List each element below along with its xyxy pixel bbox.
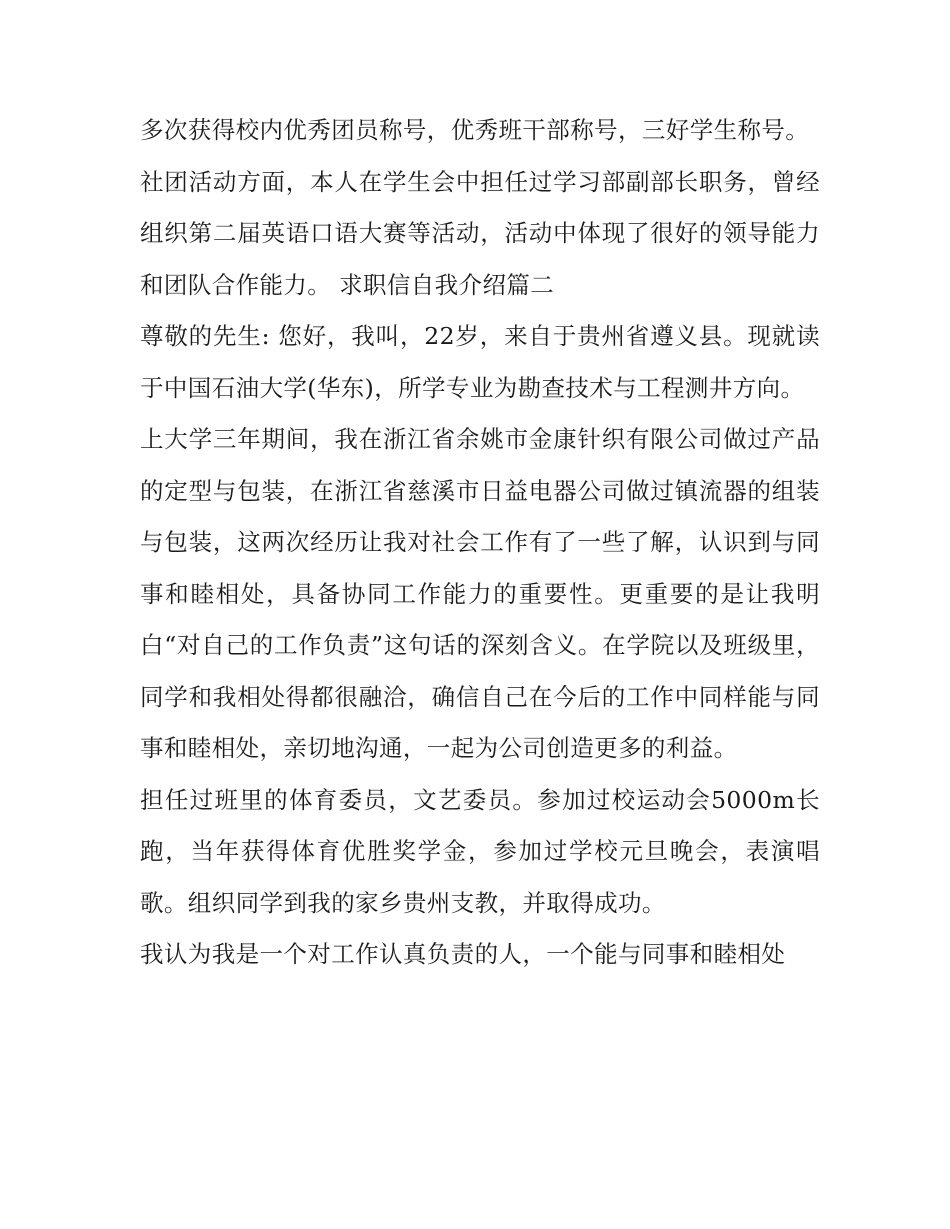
paragraph-extracurricular: 担任过班里的体育委员，文艺委员。参加过校运动会5000m长跑，当年获得体育优胜奖学金，参加过学校元旦晚会，表演唱歌。组织同学到我的家乡贵州支教，并取得成功。 xyxy=(140,785,820,917)
paragraph-honors: 多次获得校内优秀团员称号，优秀班干部称号，三好学生称号。 xyxy=(140,116,810,144)
document-body xyxy=(140,105,820,981)
paragraph-work-experience: 上大学三年期间，我在浙江省余姚市金康针织有限公司做过产品的定型与包装，在浙江省慈溪市日益电器公司做过镇流器的组装与包装，这两次经历让我对社会工作有了一些了解，认识到与同事和睦相处，具备协同工作能力的重要性。更重要的是让我明白“对自己的工作负责”这句话的深刻含义。在学院以及班级里，同学和我相处得都很融洽，确信自己在今后的工作中同样能与同事和睦相处，亲切地沟通，一起为公司创造更多的利益。 xyxy=(140,425,820,762)
paragraph-self-assessment: 我认为我是一个对工作认真负责的人，一个能与同事和睦相处 xyxy=(140,940,786,968)
paragraph-greeting: 尊敬的先生: 您好，我叫，22岁，来自于贵州省遵义县。现就读于中国石油大学(华东)，所学专业为勘查技术与工程测井方向。 xyxy=(140,322,820,402)
paragraph-club-activities: 社团活动方面，本人在学生会中担任过学习部副部长职务，曾经组织第二届英语口语大赛等活动，活动中体现了很好的领导能力和团队合作能力。 求职信自我介绍篇二 xyxy=(140,167,820,299)
